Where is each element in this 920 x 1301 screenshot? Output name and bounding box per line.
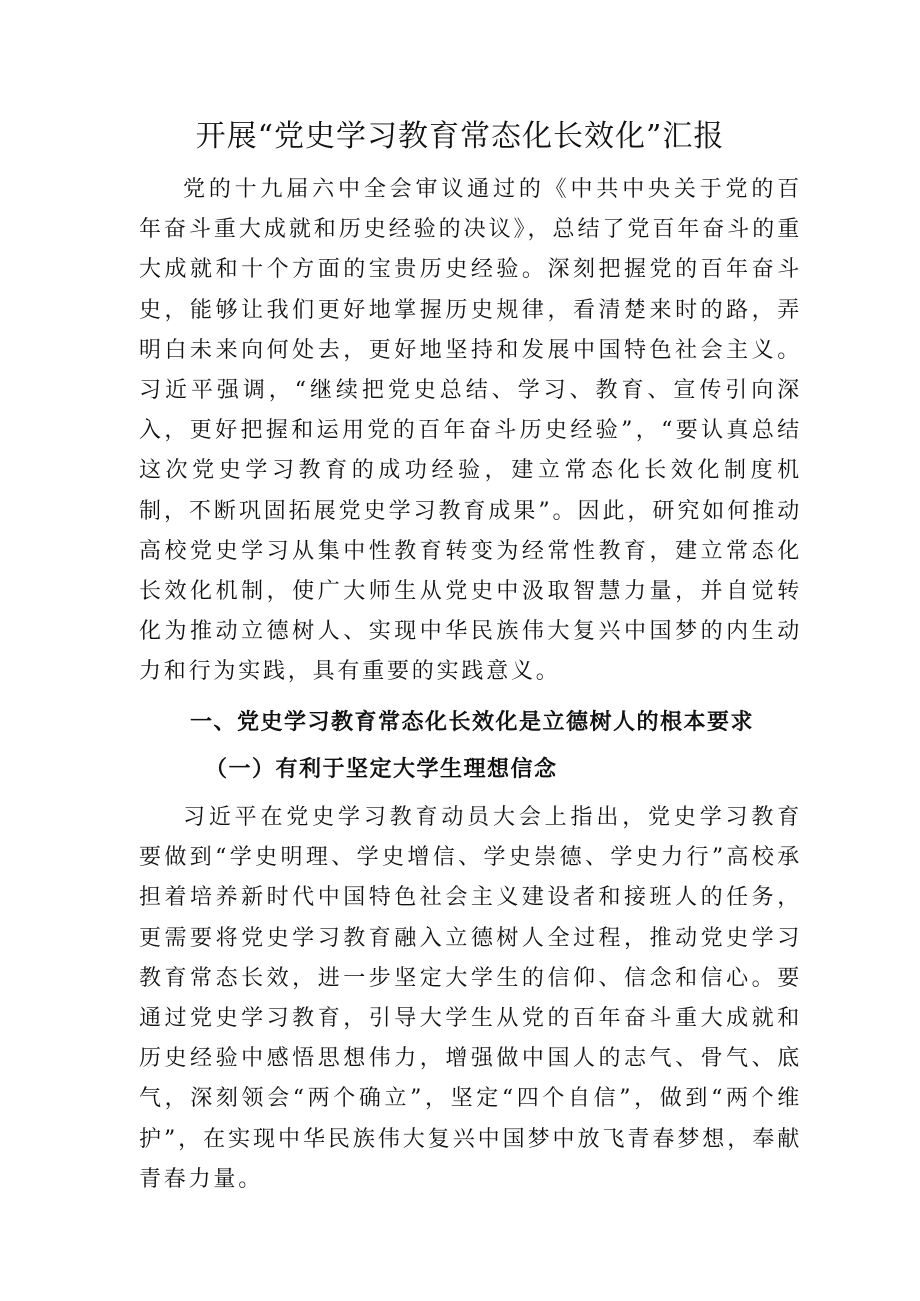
- document-title: 开展“党史学习教育常态化长效化”汇报: [195, 119, 725, 154]
- subsection-heading: （一）有利于坚定大学生理想信念: [205, 757, 558, 782]
- section-heading: 一、党史学习教育常态化长效化是立德树人的根本要求: [190, 710, 755, 735]
- body-paragraph: 习近平在党史学习教育动员大会上指出，党史学习教育要做到“学史明理、学史增信、学史崇德、学史力行”高校承担着培养新时代中国特色社会主义建设者和接班人的任务，更需要将党史学习教育融入立德树人全过程，推动党史学习教育常态长效，进一步坚定大学生的信仰、信念和信心。要通过党史学习教育，引导大学生从党的百年奋斗重大成就和历史经验中感悟思想伟力，增强做中国人的志气、骨气、底气，深刻领会“两个确立”，坚定“四个自信”，做到“两个维护”，在实现中华民族伟大复兴中国梦中放飞青春梦想，奉献青春力量。: [139, 805, 802, 1192]
- intro-paragraph: 党的十九届六中全会审议通过的《中共中央关于党的百年奋斗重大成就和历史经验的决议》，总结了党百年奋斗的重大成就和十个方面的宝贵历史经验。深刻把握党的百年奋斗史，能够让我们更好地掌握历史规律，看清楚来时的路，弄明白未来向何处去，更好地坚持和发展中国特色社会主义。习近平强调，“继续把党史总结、学习、教育、宣传引向深入，更好把握和运用党的百年奋斗历史经验”，“要认真总结这次党史学习教育的成功经验，建立常态化长效化制度机制，不断巩固拓展党史学习教育成果”。因此，研究如何推动高校党史学习从集中性教育转变为经常性教育，建立常态化长效化机制，使广大师生从党史中汲取智慧力量，并自觉转化为推动立德树人、实现中华民族伟大复兴中国梦的内生动力和行为实践，具有重要的实践意义。: [139, 177, 802, 685]
